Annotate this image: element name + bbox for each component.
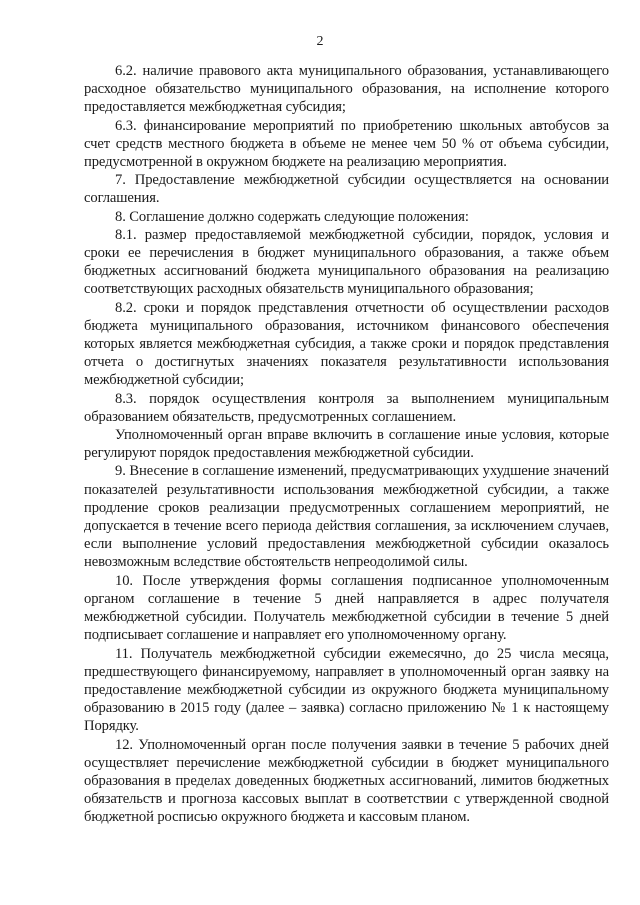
paragraph-6-3: 6.3. финансирование мероприятий по приобретению школьных автобусов за счет средств местного бюджета в объеме не менее чем 50 % от объема субсидии, предусмотренной в окружном бюджете на реализацию мероприятия. xyxy=(84,117,609,171)
paragraph-12: 12. Уполномоченный орган после получения заявки в течение 5 рабочих дней осуществляет перечисление межбюджетной субсидии в бюджет муниципального образования в пределах доведенных бюджетных ассигнований, лимитов бюджетных обязательств и прогноза кассовых выплат в соответствии с утвержденной сводной бюджетной росписью окружного бюджета и кассовым планом. xyxy=(84,736,609,826)
paragraph-8-3: 8.3. порядок осуществления контроля за выполнением муниципальным образованием обязательств, предусмотренных соглашением. xyxy=(84,390,609,425)
paragraph-6-2: 6.2. наличие правового акта муниципального образования, устанавливающего расходное обязательство муниципального образования, на исполнение которого предоставляется межбюджетная субсидия; xyxy=(84,63,609,116)
paragraph-11: 11. Получатель межбюджетной субсидии ежемесячно, до 25 числа месяца, предшествующего финансируемому, направляет в уполномоченный орган заявку на предоставление межбюджетной субсидии из окружного бюджета муниципальному образованию в 2015 году (далее – заявка) согласно приложению № 1 к настоящему Порядку. xyxy=(84,645,609,735)
paragraph-8-2: 8.2. сроки и порядок представления отчетности об осуществлении расходов бюджета муниципального образования, источником финансового обеспечения которых является межбюджетная субсидия, а также сроки и порядок представления отчета о достигнутых значениях показателя результативности использования межбюджетной субсидии; xyxy=(84,299,609,389)
document-body xyxy=(84,62,609,827)
paragraph-8: 8. Соглашение должно содержать следующие положения: xyxy=(115,208,469,225)
page-number: 2 xyxy=(316,34,324,49)
paragraph-8-1: 8.1. размер предоставляемой межбюджетной субсидии, порядок, условия и сроки ее перечисления в бюджет муниципального образования, а также объем бюджетных ассигнований бюджета муниципального образования на реализацию соответствующих расходных обязательств муниципального образования; xyxy=(84,226,609,298)
paragraph-9: 9. Внесение в соглашение изменений, предусматривающих ухудшение значений показателей результативности использования межбюджетной субсидии, а также продление сроков реализации предусмотренных соглашением мероприятий, не допускается в течение всего периода действия соглашения, за исключением случаев, если выполнение условий предоставления межбюджетной субсидии оказалось невозможным вследствие обстоятельств непреодолимой силы. xyxy=(84,463,609,571)
paragraph-10: 10. После утверждения формы соглашения подписанное уполномоченным органом соглашение в течение 5 дней направляется в адрес получателя межбюджетной субсидии. Получатель межбюджетной субсидии в течение 5 дней подписывает соглашение и направляет его уполномоченному органу. xyxy=(84,572,609,644)
paragraph-additional-conditions: Уполномоченный орган вправе включить в соглашение иные условия, которые регулируют порядок предоставления межбюджетной субсидии. xyxy=(84,427,609,462)
paragraph-7: 7. Предоставление межбюджетной субсидии осуществляется на основании соглашения. xyxy=(84,172,609,207)
